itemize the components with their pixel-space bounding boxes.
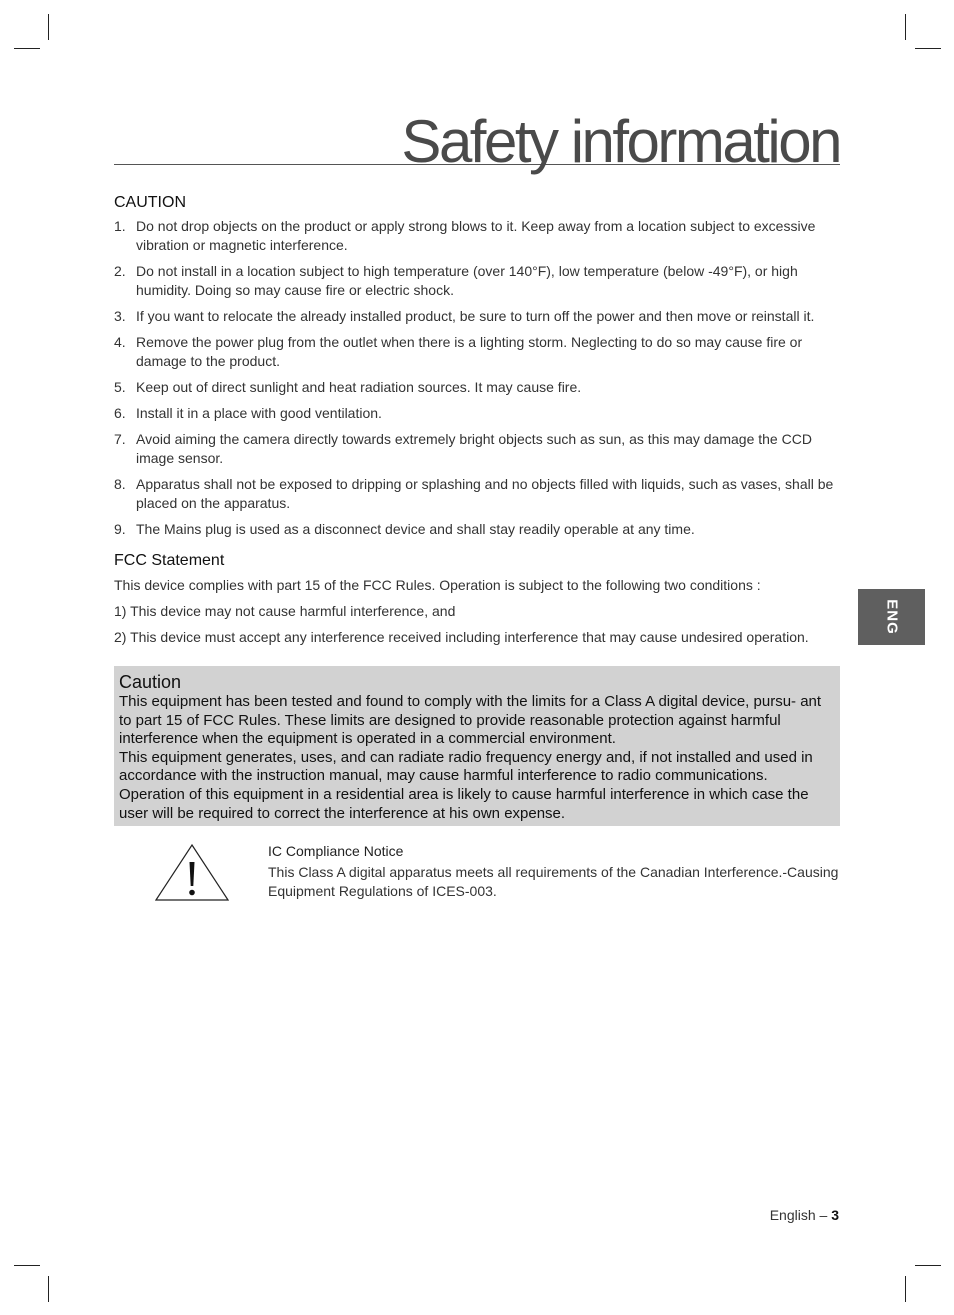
item-number: 1.: [114, 218, 126, 234]
language-tab: [858, 589, 925, 645]
ic-notice: [268, 842, 840, 901]
list-item: [114, 404, 840, 423]
item-number: 3.: [114, 308, 126, 324]
caution-box-title: Caution: [119, 672, 182, 692]
item-number: 9.: [114, 521, 126, 537]
item-number: 8.: [114, 476, 126, 492]
item-number: 2.: [114, 263, 126, 279]
item-number: 7.: [114, 431, 126, 447]
item-text: Do not install in a location subject to high temperature (over 140°F), low temperature (below -49°F), or high humidity. Doing so may cause fire or electric shock.: [136, 263, 798, 298]
caution-box-body: [119, 693, 835, 823]
item-text: Keep out of direct sunlight and heat radiation sources. It may cause fire.: [136, 379, 582, 395]
caution-heading: CAUTION: [114, 194, 186, 211]
item-text: Do not drop objects on the product or apply strong blows to it. Keep away from a location subject to excessive vibration or magnetic interference.: [136, 218, 816, 253]
list-item: [114, 475, 840, 513]
list-item: [114, 307, 840, 326]
item-text: Remove the power plug from the outlet when there is a lighting storm. Neglecting to do so may cause fire or damage to the product.: [136, 334, 803, 369]
page-footer: [770, 1207, 839, 1223]
page-header: [114, 100, 840, 175]
footer-language: English –: [769, 1207, 828, 1223]
item-number: 6.: [114, 405, 126, 421]
fcc-intro: This device complies with part 15 of the FCC Rules. Operation is subject to the following two conditions :: [114, 577, 761, 593]
item-text: Avoid aiming the camera directly towards extremely bright objects such as sun, as this may damage the CCD image sensor.: [136, 431, 812, 466]
crop-mark: [48, 1276, 49, 1302]
list-item: [114, 262, 840, 300]
ic-notice-body: This Class A digital apparatus meets all requirements of the Canadian Interference.-Causing Equipment Regulations of ICES-003.: [268, 864, 839, 899]
crop-mark: [905, 1276, 906, 1302]
crop-mark: [14, 48, 40, 49]
language-tab-label: ENG: [883, 599, 900, 635]
page-number: 3: [831, 1207, 839, 1223]
caution-box: [114, 666, 840, 826]
crop-mark: [915, 48, 941, 49]
item-text: The Mains plug is used as a disconnect device and shall stay readily operable at any time.: [136, 521, 695, 537]
item-text: Install it in a place with good ventilation.: [136, 405, 382, 421]
list-item: [114, 333, 840, 371]
list-item: [114, 430, 840, 468]
item-text: If you want to relocate the already installed product, be sure to turn off the power and then move or reinstall it.: [136, 308, 815, 324]
item-number: 5.: [114, 379, 126, 395]
ic-notice-title: IC Compliance Notice: [268, 843, 404, 859]
crop-mark: [915, 1265, 941, 1266]
crop-mark: [48, 14, 49, 40]
crop-mark: [905, 14, 906, 40]
page-title: Safety information: [401, 108, 840, 175]
item-text: Apparatus shall not be exposed to dripping or splashing and no objects filled with liquids, such as vases, shall be placed on the apparatus.: [136, 476, 834, 511]
caution-paragraph: This equipment generates, uses, and can radiate radio frequency energy and, if not installed and used in accordance with the instruction manual, may cause harmful interference to radio communications. Operation of this equipment in a residential area is likely to cause harmful interference in which case the user will be required to correct the interference at his own expense.: [119, 748, 813, 822]
fcc-heading: FCC Statement: [114, 552, 225, 569]
list-item: [114, 378, 840, 397]
item-number: 4.: [114, 334, 126, 350]
crop-mark: [14, 1265, 40, 1266]
warning-triangle-icon: [155, 844, 229, 902]
caution-list: [114, 217, 840, 546]
fcc-condition-1: 1) This device may not cause harmful interference, and: [114, 603, 456, 619]
list-item: [114, 217, 840, 255]
caution-paragraph: This equipment has been tested and found to comply with the limits for a Class A digital device, pursu- ant to part 15 of FCC Rules. These limits are designed to provide reasonable protection against harmful interference when the equipment is operated in a commercial environment.: [119, 693, 822, 748]
fcc-condition-2: 2) This device must accept any interference received including interference that may cause undesired operation.: [114, 629, 809, 645]
list-item: [114, 520, 840, 539]
